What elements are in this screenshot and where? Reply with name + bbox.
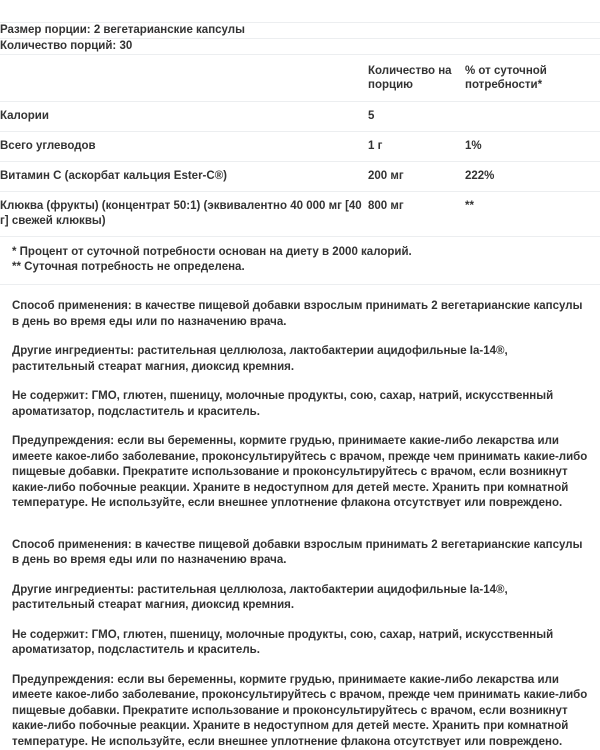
- column-header-amount: Количество на порцию: [368, 55, 465, 102]
- directions-paragraph: Способ применения: в качестве пищевой добавки взрослым принимать 2 вегетарианские капсулы в день во время еды или по назначению врача.: [12, 285, 588, 330]
- directions-paragraph-repeat: Способ применения: в качестве пищевой добавки взрослым принимать 2 вегетарианские капсулы в день во время еды или по назначению врача.: [12, 524, 588, 569]
- serving-size-spacer-1: [368, 23, 465, 39]
- nutrient-amount: 800 мг: [368, 192, 465, 237]
- nutrient-amount: 200 мг: [368, 162, 465, 192]
- table-row: [0, 102, 600, 132]
- footnote-not-established: ** Суточная потребность не определена.: [12, 260, 588, 275]
- nutrient-amount: 5: [368, 102, 465, 132]
- supplement-label-page: [0, 22, 600, 750]
- nutrient-name: Витамин C (аскорбат кальция Ester-C®): [0, 162, 368, 192]
- footnote-daily-value: * Процент от суточной потребности основан на диету в 2000 калорий.: [12, 245, 588, 260]
- column-header-name: [0, 55, 368, 102]
- warnings-paragraph-repeat: Предупреждения: если вы беременны, кормите грудью, принимаете какие-либо лекарства или имеете какое-либо заболевание, проконсультируйтесь с врачом, прежде чем принимать какие-либо пищевые добавки. Прекратите использование и проконсультируйтесь с врачом, если возникнут какие-либо побочные реакции. Храните в недоступном для детей месте. Хранить при комнатной температуре. Не используйте, если внешнее уплотнение флакона отсутствует или повреждено.: [12, 659, 588, 750]
- servings-per-container-text: Количество порций: 30: [0, 39, 368, 55]
- nutrient-name: Всего углеводов: [0, 132, 368, 162]
- free-of-paragraph: Не содержит: ГМО, глютен, пшеницу, молочные продукты, сою, сахар, натрий, искусственный ароматизатор, подсластитель и краситель.: [12, 375, 588, 420]
- servings-spacer-2: [465, 39, 600, 55]
- servings-spacer-1: [368, 39, 465, 55]
- free-of-paragraph-repeat: Не содержит: ГМО, глютен, пшеницу, молочные продукты, сою, сахар, натрий, искусственный ароматизатор, подсластитель и краситель.: [12, 614, 588, 659]
- warnings-paragraph: Предупреждения: если вы беременны, кормите грудью, принимаете какие-либо лекарства или имеете какое-либо заболевание, проконсультируйтесь с врачом, прежде чем принимать какие-либо пищевые добавки. Прекратите использование и проконсультируйтесь с врачом, если возникнут какие-либо побочные реакции. Храните в недоступном для детей месте. Хранить при комнатной температуре. Не используйте, если внешнее уплотнение флакона отсутствует или повреждено.: [12, 420, 588, 512]
- table-row: [0, 192, 600, 237]
- table-row: [0, 132, 600, 162]
- nutrient-daily-value: [465, 102, 600, 132]
- servings-per-container-row: [0, 39, 600, 55]
- label-text-sections: [0, 285, 600, 750]
- column-header-daily-value: % от суточной потребности*: [465, 55, 600, 102]
- table-header-row: [0, 55, 600, 102]
- serving-size-row: [0, 23, 600, 39]
- serving-size-spacer-2: [465, 23, 600, 39]
- nutrient-daily-value: 1%: [465, 132, 600, 162]
- nutrient-name: Клюква (фрукты) (концентрат 50:1) (эквивалентно 40 000 мг [40 г] свежей клюквы): [0, 192, 368, 237]
- supplement-facts-table: [0, 22, 600, 237]
- other-ingredients-paragraph: Другие ингредиенты: растительная целлюлоза, лактобактерии ацидофильные Ia-14®, растительный стеарат магния, диоксид кремния.: [12, 330, 588, 375]
- serving-size-text: Размер порции: 2 вегетарианские капсулы: [0, 23, 368, 39]
- section-spacer: [12, 512, 588, 524]
- nutrient-amount: 1 г: [368, 132, 465, 162]
- nutrient-daily-value: 222%: [465, 162, 600, 192]
- nutrient-daily-value: **: [465, 192, 600, 237]
- table-row: [0, 162, 600, 192]
- other-ingredients-paragraph-repeat: Другие ингредиенты: растительная целлюлоза, лактобактерии ацидофильные Ia-14®, растительный стеарат магния, диоксид кремния.: [12, 569, 588, 614]
- nutrient-name: Калории: [0, 102, 368, 132]
- footnotes: [0, 237, 600, 285]
